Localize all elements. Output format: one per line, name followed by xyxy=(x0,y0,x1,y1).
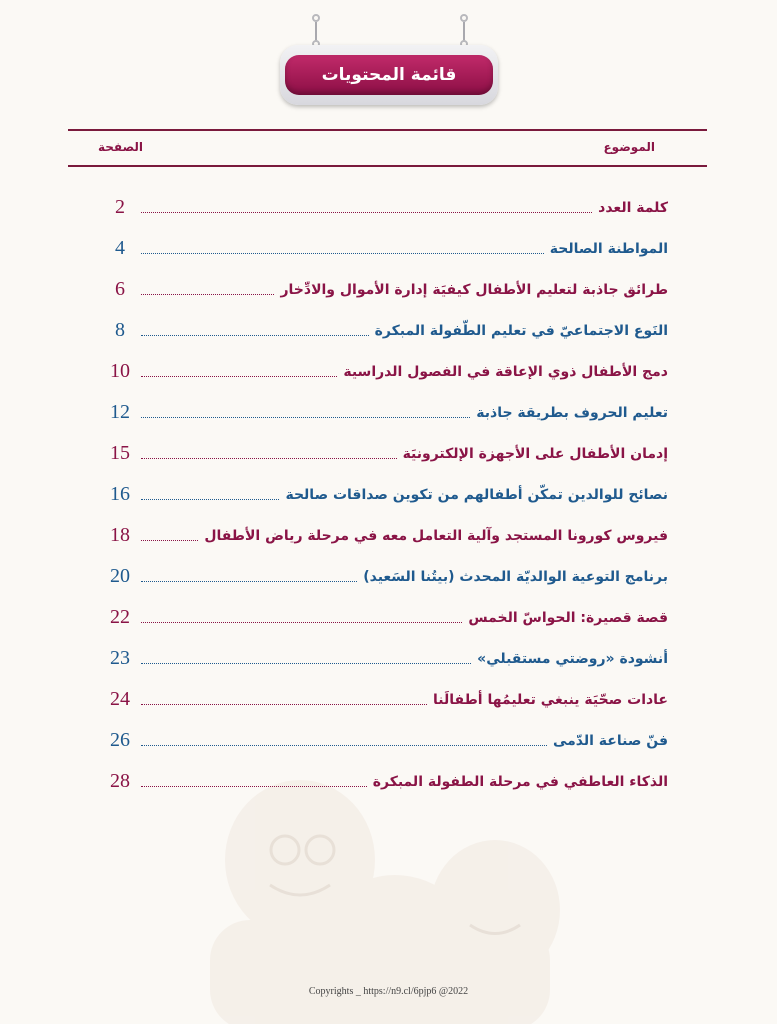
header-top-rule xyxy=(68,129,707,131)
toc-page-number: 2 xyxy=(115,196,125,218)
toc-page-number: 6 xyxy=(115,278,125,300)
toc-page-number: 4 xyxy=(115,237,125,259)
toc-entry[interactable] xyxy=(105,515,668,556)
toc-topic: عادات صحّيَة ينبغي تعليمُها أطفالَنا xyxy=(433,691,668,708)
dot-leader xyxy=(141,663,471,664)
toc-entry[interactable] xyxy=(105,310,668,351)
dot-leader xyxy=(141,376,337,377)
toc-topic: النَوع الاجتماعيّ في تعليم الطّفولة المبكرة xyxy=(374,322,668,339)
toc-topic: فنّ صناعة الدّمى xyxy=(552,732,668,749)
dot-leader xyxy=(141,622,462,623)
toc-topic: المواطنة الصالحة xyxy=(549,240,668,257)
toc-topic: إدمان الأطفال على الأجهزة الإلكترونيَة xyxy=(402,445,668,462)
toc-entry[interactable] xyxy=(105,474,668,515)
toc-page-number: 18 xyxy=(110,524,130,546)
dot-leader xyxy=(141,253,544,254)
toc-topic: تعليم الحروف بطريقة جاذبة xyxy=(476,404,668,421)
toc-page-number: 28 xyxy=(110,770,130,792)
page-column-header: الصفحة xyxy=(98,140,144,154)
toc-page-number: 20 xyxy=(110,565,130,587)
toc-page-number: 22 xyxy=(110,606,130,628)
dot-leader xyxy=(141,294,274,295)
toc-page-number: 24 xyxy=(110,688,130,710)
dot-leader xyxy=(141,499,279,500)
toc-entry[interactable] xyxy=(105,597,668,638)
toc-entry[interactable] xyxy=(105,269,668,310)
toc-topic: دمج الأطفال ذوي الإعاقة في الفصول الدراسية xyxy=(343,363,668,380)
toc-page-number: 16 xyxy=(110,483,130,505)
toc-topic: أنشودة «روضتي مستقبلي» xyxy=(477,650,668,667)
toc-topic: طرائق جاذبة لتعليم الأطفال كيفيَة إدارة الأموال والادِّخار xyxy=(280,281,668,298)
toc-page-number: 23 xyxy=(110,647,130,669)
toc-topic: نصائح للوالدين تمكّن أطفالهم من تكوين صداقات صالحة xyxy=(285,486,668,503)
topic-column-header: الموضوع xyxy=(603,140,655,154)
dot-leader xyxy=(141,540,198,541)
table-of-contents xyxy=(105,187,668,802)
toc-entry[interactable] xyxy=(105,351,668,392)
dot-leader xyxy=(141,581,357,582)
toc-page-number: 15 xyxy=(110,442,130,464)
toc-topic: فيروس كورونا المستجد وآلية التعامل معه في مرحلة رياض الأطفال xyxy=(204,527,668,544)
toc-entry[interactable] xyxy=(105,187,668,228)
toc-page-number: 10 xyxy=(110,360,130,382)
dot-leader xyxy=(141,458,397,459)
dot-leader xyxy=(141,212,592,213)
toc-entry[interactable] xyxy=(105,556,668,597)
toc-entry[interactable] xyxy=(105,761,668,802)
toc-topic: كلمة العدد xyxy=(598,199,668,216)
toc-entry[interactable] xyxy=(105,679,668,720)
dot-leader xyxy=(141,417,470,418)
toc-topic: قصة قصيرة: الحواسّ الخمس xyxy=(468,609,668,626)
page-title: قائمة المحتويات xyxy=(285,55,493,95)
toc-entry[interactable] xyxy=(105,228,668,269)
dot-leader xyxy=(141,786,367,787)
toc-topic: الذكاء العاطفي في مرحلة الطفولة المبكرة xyxy=(372,773,668,790)
toc-topic: برنامج التوعية الوالديّة المحدث (بيتُنا السَعيد) xyxy=(363,568,668,585)
copyright-footer: Copyrights _ https://n9.cl/6pjp6 @2022 xyxy=(308,986,469,997)
toc-entry[interactable] xyxy=(105,720,668,761)
toc-page-number: 12 xyxy=(110,401,130,423)
header-bottom-rule xyxy=(68,165,707,167)
right-hanger-hook-icon xyxy=(459,14,469,48)
toc-entry[interactable] xyxy=(105,392,668,433)
toc-page-number: 8 xyxy=(115,319,125,341)
dot-leader xyxy=(141,704,427,705)
left-hanger-hook-icon xyxy=(311,14,321,48)
dot-leader xyxy=(141,335,369,336)
toc-page-number: 26 xyxy=(110,729,130,751)
dot-leader xyxy=(141,745,547,746)
toc-entry[interactable] xyxy=(105,433,668,474)
toc-entry[interactable] xyxy=(105,638,668,679)
